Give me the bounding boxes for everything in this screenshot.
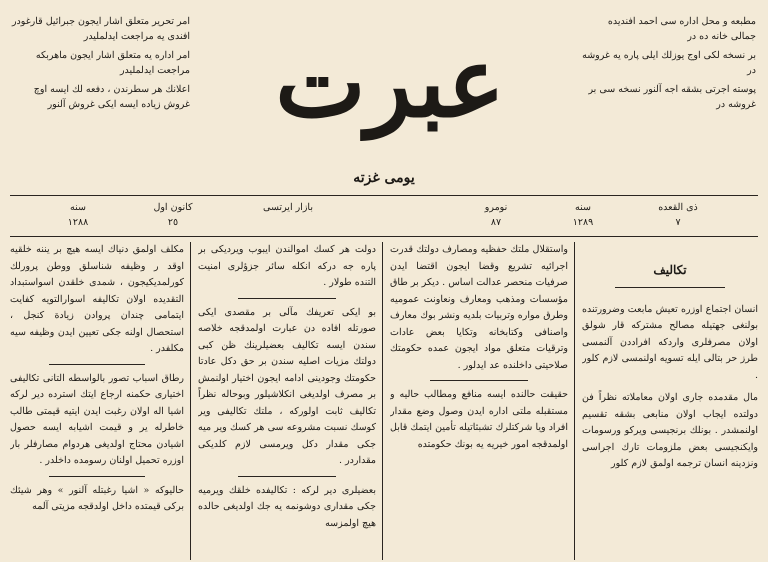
article-paragraph: انسان اجتماع اوزره تعيش مابعت وضرورتنده بولنغی جهتيله مصالح مشتركه قار شولق اولان مصرفلری واردكه افراددن آلنمسی طرز حر بتالی ايله تسويه اولنمسی لازم كلور . <box>582 303 758 381</box>
newspaper-title: عبرت <box>275 26 505 139</box>
section-divider <box>430 380 528 381</box>
article-paragraph: حقيقت حالنده ايسه منافع ومطالب حاليه و مستقبله ملتی اداره ايدن وصول وضع مقدار افراد ويا شركتلرك تشبثاتيله تأمين ايتمك قابل اولمدقجه امور خيريه يه بونك حكومتده <box>390 389 568 450</box>
notice-price: بر نسخه لكی اوج يوزلك ايلی پاره يه غروشه در <box>582 50 756 76</box>
article-paragraph: حاليوكه « اشيا رغبتله آلنور » وهر شيئك بركی قيمتده داخل اولدقجه مزيتی آلمه <box>10 484 184 512</box>
notice-postage: پوسته اجرتی بشقه اجه آلنور نسخه سی بر غروشه در <box>588 84 756 110</box>
column-1 <box>582 242 758 560</box>
column-2 <box>390 242 568 560</box>
article-paragraph: رطاق اسباب تصور بالواسطه التانی تكاليفی اختياری حكمنه ارجاع ايتك استرده دير لركه اشيا اله اولان رغبت ايدن ايتيه قيمتی طالب خاطرله ير و قيمت اشيابه ايسه حصول اشيادن محتاج اولديغی هردوام مصارفلر بار اوزره تحميل اولنان رسومده داخلدر . <box>10 372 184 466</box>
date-hijri-year: سنه ١٢٨٩ <box>572 202 594 228</box>
section-divider <box>49 476 145 477</box>
issue-number: نومرو ٨٧ <box>484 202 508 228</box>
date-rumi-year: سنه ١٢٨٨ <box>67 202 89 228</box>
dateline <box>10 200 758 234</box>
date-hijri-day: ذی القعده ٧ <box>658 202 698 228</box>
section-divider <box>238 476 336 477</box>
column-3 <box>198 242 376 560</box>
article-paragraph: بعضيلری دير لركه : تكاليفده خلقك ويرميه جكی مقداری دوشونمه يه جك اولديغی حالده هيچ اولمزسه <box>198 484 376 529</box>
notice-administration: امر اداره يه متعلق اشار ايجون ماهربكه مراجعت ايدلمليدر <box>35 50 190 76</box>
notice-editorial: امر تحرير متعلق اشار ايجون جبرائيل قارغودر افندی يه مراجعت ايدلمليدر <box>11 16 190 42</box>
dateline-top-rule <box>10 195 758 196</box>
article-paragraph: واستقلال ملتك حفظيه ومصارف دولتك قدرت اجرائيه تشريع وقضا ايجون اقتضا ايدن صرفيات منحصر عدالت اساس . ديكر بر طاق مؤسسات ومذهب ومعارف ونعاونت عموميه وطرق مواره وتربيات بلديه ونشر بوك معارف واصنافی وكتابخانه وتكايا بعض عادات وترقيات متعلق مواد ايجون عمده حكومتك صلاحيتی داخلنده عد ايدلور . <box>390 244 568 371</box>
article-paragraph: مكلف اولمق دنياك ايسه هيچ بر يننه خلقيه اوقد ر وظيفه شناسلق ووطن پرورلك كورلمديكيجون ، شمدی خلقدن اسواستبداد التقديده اولان تكاليفه اسوارالتويه كفايت ايتمامی چندان پروادن زيادة كنجل ، استحصال اولنه جكی تعيين ايدن وظيفه سيه مكلفدر . <box>10 244 184 354</box>
column-rule <box>574 242 575 560</box>
column-rule <box>382 242 383 560</box>
publication-notices <box>10 14 190 116</box>
newspaper-subtitle: يومی غزته <box>353 170 415 186</box>
date-rumi-day: كانون اول ٢٥ <box>153 202 193 228</box>
article-heading: تكاليف <box>653 263 687 277</box>
section-divider <box>238 298 336 299</box>
article-paragraph: دولت هر كسك اموالندن ايبوب ويرديكی بر پاره جه دركه انكله سائر جزؤلری امنيت التنده طولار . <box>198 244 376 288</box>
column-4 <box>10 242 184 560</box>
column-rule <box>190 242 191 560</box>
article-paragraph: مال مقدمده جاری اولان معاملاته نظراً فن دولتده ايجاب اولان منابعی بشقه تقسيم اولنمشدر . بونلك برنجيسی ويركو ورسومات وايكنجيسی بعض ملزومات تارك اجراسی ونزدينه انسان ترجمه اولمق لازم كلور <box>582 392 758 469</box>
notice-printing-house: مطبعه و محل اداره سی احمد افنديده جمالی خانه ده در <box>607 16 756 42</box>
weekday: بازار ايرتسی <box>263 202 313 213</box>
dateline-bottom-rule <box>10 236 758 237</box>
section-divider <box>49 364 145 365</box>
heading-rule <box>615 287 725 288</box>
printing-notices <box>581 14 756 116</box>
notice-advertising-rates: اعلانك هر سطرندن ، دفعه لك ايسه اوچ غروش زياده ايسه ايكی غروش آلنور <box>33 84 190 110</box>
article-paragraph: بو ايكی تعريفك مآلی بر مقصدی ايكی صورتله افاده دن عبارت اولمدقجه خلاصه سندن ايسه تكاليف بعضيلرينك ظن كبی دولتك مزيات اصليه سندن بر حق دكل عادتا حكومتك وجودينی ادامه ايجون اختيار اولنمش بر مصرف اولديغی انكلاشيلور وبوحاله نظراً تكاليف ثابت اولوركه ، ملتك تكاليفی وير كوسك نسبت مشروعه سی هر كسك وير ميه جكی مقدار دكل ويرمسی لازم كلديكی مقداردر . <box>198 306 376 466</box>
